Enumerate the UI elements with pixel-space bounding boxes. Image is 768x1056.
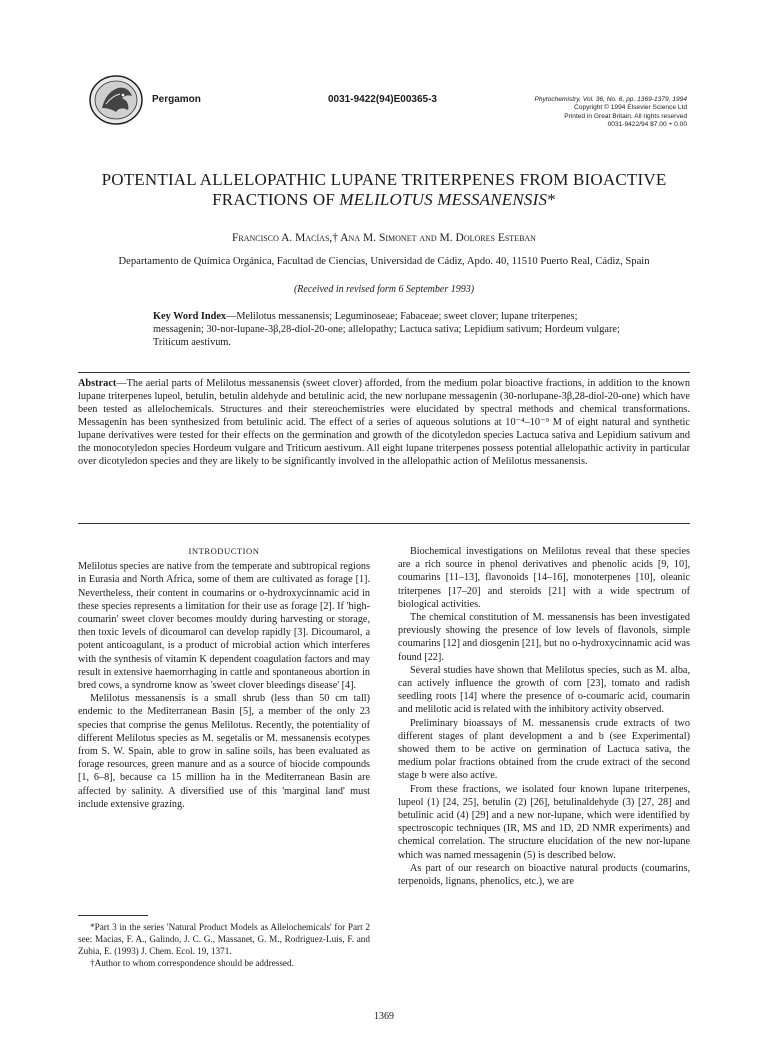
title-species: MELILOTUS MESSANENSIS	[339, 190, 548, 209]
printed-line: Printed in Great Britain. All rights reserved	[564, 112, 687, 120]
footnote-rule	[78, 915, 148, 916]
abstract	[78, 377, 690, 468]
body-column-right	[398, 545, 690, 888]
affiliation: Departamento de Química Orgánica, Facultad de Ciencias, Universidad de Cádiz, Apdo. 40, 11510 Puerto Real, Cádiz, Spain	[118, 256, 650, 267]
abstract-text: —The aerial parts of Melilotus messanensis (sweet clover) afforded, from the medium polar bioactive fractions, in addition to the known lupane triterpenes lupeol, betulin, betulin aldehyde and betulinic acid, the new norlupane messagenin (30-norlupane-3β,28-diol-20-one) which have been tested as allelochemicals. Structures and their stereochemistries were elucidated by spectral methods and chemical transformations. Messagenin has been synthesized from betulinic acid. The effect of a series of aqueous solutions at 10⁻⁴–10⁻⁹ M of eight natural and synthetic lupane derivatives were tested for their effects on the germination and growth of the dicotyledon species Lactuca sativa and Lepidium sativum and the monocotyledon species Hordeum vulgare and Triticum aestivum. All eight lupane triterpenes possess potential allelopathic activity in particular over dicotyledon species and they are likely to be significantly involved in the allelopathic action of Melilotus messanensis.	[78, 378, 690, 467]
title-line-2	[78, 190, 690, 210]
abstract-bottom-rule	[78, 523, 690, 524]
body-paragraph: As part of our research on bioactive natural products (coumarins, terpenoids, lignans, phenolics, etc.), we are	[398, 862, 690, 888]
footnote: †Author to whom correspondence should be addressed.	[90, 958, 294, 968]
keyword-text: —Melilotus messanensis; Leguminoseae; Fabaceae; sweet clover; lupane triterpenes; messagenin; 30-nor-lupane-3β,28-diol-20-one; allelopathy; Lactuca sativa; Lepidium sativum; Hordeum vulgare; Triticum aestivum.	[153, 311, 620, 348]
publisher-name: Pergamon	[152, 94, 201, 105]
page-number: 1369	[374, 1011, 394, 1022]
keyword-label: Key Word Index	[153, 311, 227, 322]
abstract-top-rule	[78, 372, 690, 373]
author-list: Francisco A. Macías,† Ana M. Simonet and M. Dolores Esteban	[232, 232, 536, 244]
body-paragraph: Melilotus species are native from the temperate and subtropical regions in Eurasia and North Africa, some of them are cultivated as forage [1]. Nevertheless, their content in coumarins or o-hydroxycinnamic acid in these species represents a limitation for their use as forage [2]. If 'high-coumarin' sweet clover becomes mouldy during harvesting or storage, then toxic levels of dicoumarol can develop rapidly [3]. Dicoumarol, a potent anticoagulant, is a product of microbial action which interferes with the synthesis of vitamin K dependent coagulation factors and may result in extensive haemorrhaging in cattle and spontaneous abortion in bred cows, a syndrome know as 'sweet clover bleedings disease' [4].	[78, 561, 370, 692]
body-column-left	[78, 545, 370, 811]
body-paragraph: Biochemical investigations on Melilotus reveal that these species are a rich source in phenol derivatives and phenolic acids [9, 10], coumarins [11–13], flavonoids [14–16], monoterpenes [10], oleanic triterpenes [17–20] and steroids [21] with a wide spectrum of biological activities.	[398, 546, 690, 610]
journal-line: Phytochemistry, Vol. 36, No. 6, pp. 1369-1379, 1994	[534, 96, 687, 103]
article-identifier: 0031-9422(94)E00365-3	[328, 94, 437, 105]
copyright-line: Copyright © 1994 Elsevier Science Ltd	[574, 104, 687, 112]
footnotes	[78, 921, 370, 969]
body-paragraph: Preliminary bioassays of M. messanensis crude extracts of two different stages of plant development a and b (see Experimental) showed them to be active on germination of Lactuca sativa, the medium polar fractions obtained from the crude extract of the second stage b were also active.	[398, 717, 690, 782]
publisher-logo-icon	[88, 74, 144, 126]
body-paragraph: The chemical constitution of M. messanensis has been investigated previously showing the presence of low levels of flavonols, simple coumarins [12] and diosgenin [21], but no o-hydroxycinnamic acid was found [22].	[398, 612, 690, 663]
received-date: (Received in revised form 6 September 1993)	[293, 284, 475, 295]
paper-title	[78, 170, 690, 210]
keyword-index	[153, 310, 621, 349]
body-paragraph: Melilotus messanensis is a small shrub (less than 50 cm tall) endemic to the Mediterranean Basin [5], a member of the only 23 species that comprise the genus Melilotus. Recently, the potentiality of different Melilotus species as M. segetalis or M. messanensis ecotypes from S. W. Spain, able to grow in saline soils, has been evaluated as forage resources, green manure and as a source of biocide compounds [1, 6–8], because ca 15 million ha in the Mediterranean Basin are affected by salinity. A diversified use of this 'marginal land' must include extensive grazing.	[78, 693, 370, 810]
journal-citation	[495, 96, 687, 130]
section-heading: INTRODUCTION	[188, 546, 260, 556]
footnote: *Part 3 in the series 'Natural Product Models as Allelochemicals' for Part 2 see: Macias, F. A., Galindo, J. C. G., Massanet, G. M., Rodriguez-Luis, F. and Zubia, E. (1993) J. Chem. Ecol. 19, 1371.	[78, 922, 370, 956]
body-paragraph: Several studies have shown that Melilotus species, such as M. alba, can actively influence the growth of corn [23], tomato and radish seedling roots [14] where the presence of o-coumaric acid, coumarin and melilotic acid is related with the inhibitory activity observed.	[398, 664, 690, 716]
body-paragraph: From these fractions, we isolated four known lupane triterpenes, lupeol (1) [24, 25], betulin (2) [26], betulinaldehyde (3) [27, 28] and betulinic acid (4) [29] and a new nor-lupane, which were identified by spectroscopic techniques (IR, MS and 1D, 2D NMR experiments) and chemical correlation. The structure elucidation of the new nor-lupane which was named messagenin (5) is described below.	[398, 783, 690, 861]
price-line: 0031-9422/94 $7.00 + 0.00	[607, 121, 687, 129]
title-prefix: FRACTIONS OF	[212, 190, 340, 209]
title-line-1: POTENTIAL ALLELOPATHIC LUPANE TRITERPENES FROM BIOACTIVE	[101, 170, 667, 189]
title-footnote-mark: *	[547, 190, 556, 209]
abstract-label: Abstract	[78, 378, 117, 389]
